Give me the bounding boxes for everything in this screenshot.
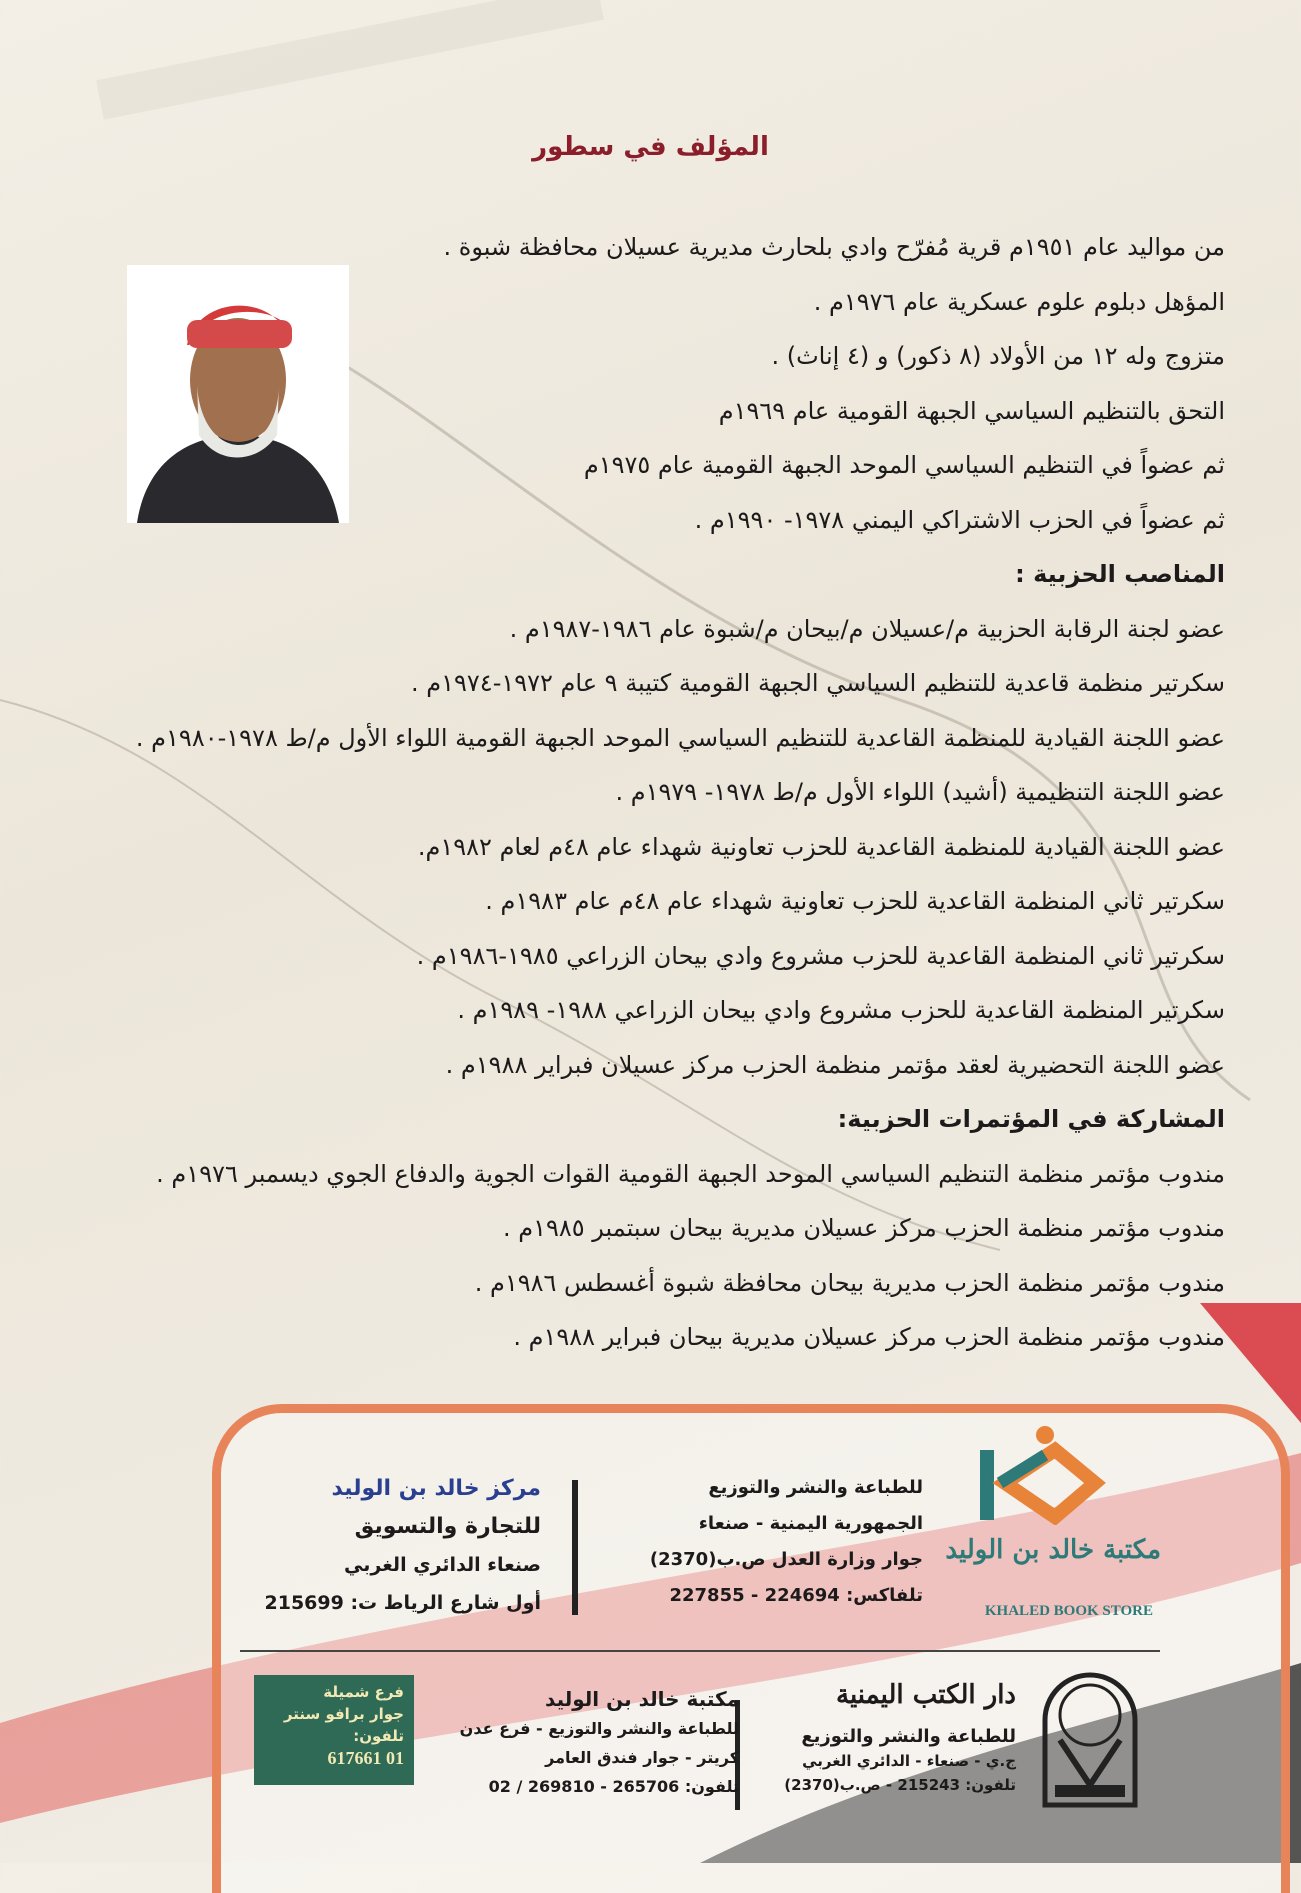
info-line: جوار برافو سنتر [283,1705,404,1723]
shumaila-branch-box [254,1675,414,1785]
section-heading: المشاركة في المؤتمرات الحزبية: [837,1105,1225,1133]
info-line: للطباعة والنشر والتوزيع - فرع عدن [459,1719,739,1738]
position-line: سكرتير المنظمة القاعدية للحزب مشروع وادي بيحان الزراعي ١٩٨٨- ١٩٨٩م . [457,996,1225,1024]
info-line: تلفون: [353,1727,404,1745]
info-line: للطباعة والنشر والتوزيع [801,1726,1016,1747]
position-line: عضو اللجنة القيادية للمنظمة القاعدية للتنظيم السياسي الموحد الجبهة القومية اللواء الأول م/ط ١٩٧٨-١٩٨٠م . [135,723,1225,752]
bio-line: المؤهل دبلوم علوم عسكرية عام ١٩٧٦م . [813,287,1225,316]
bio-line: التحق بالتنظيم السياسي الجبهة القومية عام ١٩٦٩م [718,396,1225,425]
info-line: كريتر - جوار فندق العامر [545,1748,739,1767]
dar-kutub-info [784,1725,1016,1797]
khaled-store-logo-text: مكتبة خالد بن الوليد [945,1535,1161,1565]
bio-line: ثم عضواً في الحزب الاشتراكي اليمني ١٩٧٨- ١٩٩٠م . [694,505,1225,534]
section-heading: المناصب الحزبية : [1015,560,1225,588]
info-line: الجمهورية اليمنية - صنعاء [698,1513,923,1534]
page-title: المؤلف في سطور [532,132,769,162]
info-line: أول شارع الرياط ت: 215699 [264,1592,541,1614]
position-line: عضو لجنة الرقابة الحزبية م/عسيلان م/بيحان م/شبوة عام ١٩٨٦-١٩٨٧م . [509,614,1225,643]
khaled-store-logo-icon [975,1425,1135,1525]
info-line: تلفون: 215243 - ص.ب(2370) [784,1776,1016,1794]
position-line: عضو اللجنة التنظيمية (أشيد) اللواء الأول م/ط ١٩٧٨- ١٩٧٩م . [615,778,1225,806]
info-line: تلفاكس: 224694 - 227855 [669,1585,923,1606]
center-name: مركز خالد بن الوليد [331,1476,541,1501]
conference-line: مندوب مؤتمر منظمة الحزب مديرية بيحان محافظة شبوة أغسطس ١٩٨٦م . [474,1268,1225,1297]
conference-line: مندوب مؤتمر منظمة الحزب مركز عسيلان مديرية بيحان سبتمبر ١٩٨٥م . [502,1214,1225,1242]
divider [572,1480,578,1615]
branch-name: مكتبة خالد بن الوليد [545,1687,739,1711]
author-bio [25,220,1225,1365]
info-line: صنعاء الدائري الغربي [344,1554,541,1576]
dar-kutub-logo-text: دار الكتب اليمنية [836,1680,1016,1710]
position-line: سكرتير ثاني المنظمة القاعدية للحزب تعاونية شهداء عام ٤٨م عام ١٩٨٣م . [485,887,1225,915]
info-line: تلفون: 265706 - 269810 / 02 [488,1777,739,1796]
divider [240,1650,1160,1652]
khaled-center-info [265,1470,542,1622]
info-line: للتجارة والتسويق [354,1514,541,1539]
info-line: 01 617661 [327,1748,404,1768]
info-line: للطباعة والنشر والتوزيع [708,1477,923,1498]
info-line: ج.ي - صنعاء - الدائري الغربي [802,1752,1016,1770]
position-line: عضو اللجنة التحضيرية لعقد مؤتمر منظمة الحزب مركز عسيلان فبراير ١٩٨٨م . [445,1050,1225,1079]
position-line: سكرتير منظمة قاعدية للتنظيم السياسي الجبهة القومية كتيبة ٩ عام ١٩٧٢-١٩٧٤م . [411,669,1225,697]
info-line: فرع شميلة [323,1683,404,1701]
position-line: سكرتير ثاني المنظمة القاعدية للحزب مشروع وادي بيحان الزراعي ١٩٨٥-١٩٨٦م . [416,941,1225,970]
position-line: عضو اللجنة القيادية للمنظمة القاعدية للحزب تعاونية شهداء عام ٤٨م لعام ١٩٨٢م. [417,832,1225,861]
khaled-store-info [650,1470,923,1614]
conference-line: مندوب مؤتمر منظمة الحزب مركز عسيلان مديرية بيحان فبراير ١٩٨٨م . [513,1323,1225,1351]
bio-line: متزوج وله ١٢ من الأولاد (٨ ذكور) و (٤ إناث) . [771,342,1225,370]
conference-line: مندوب مؤتمر منظمة التنظيم السياسي الموحد الجبهة القومية القوات الجوية والدفاع الجوي ديسمبر ١٩٧٦م . [156,1159,1225,1188]
dar-kutub-emblem-icon [1035,1670,1145,1810]
bio-line: من مواليد عام ١٩٥١م قرية مُفرّح وادي بلحارث مديرية عسيلان محافظة شبوة . [443,233,1225,261]
bio-line: ثم عضواً في التنظيم السياسي الموحد الجبهة القومية عام ١٩٧٥م [583,451,1225,479]
info-line: جوار وزارة العدل ص.ب(2370) [649,1549,923,1570]
khaled-store-logo-en: KHALED BOOK STORE [984,1603,1153,1619]
aden-branch-info [460,1685,739,1801]
